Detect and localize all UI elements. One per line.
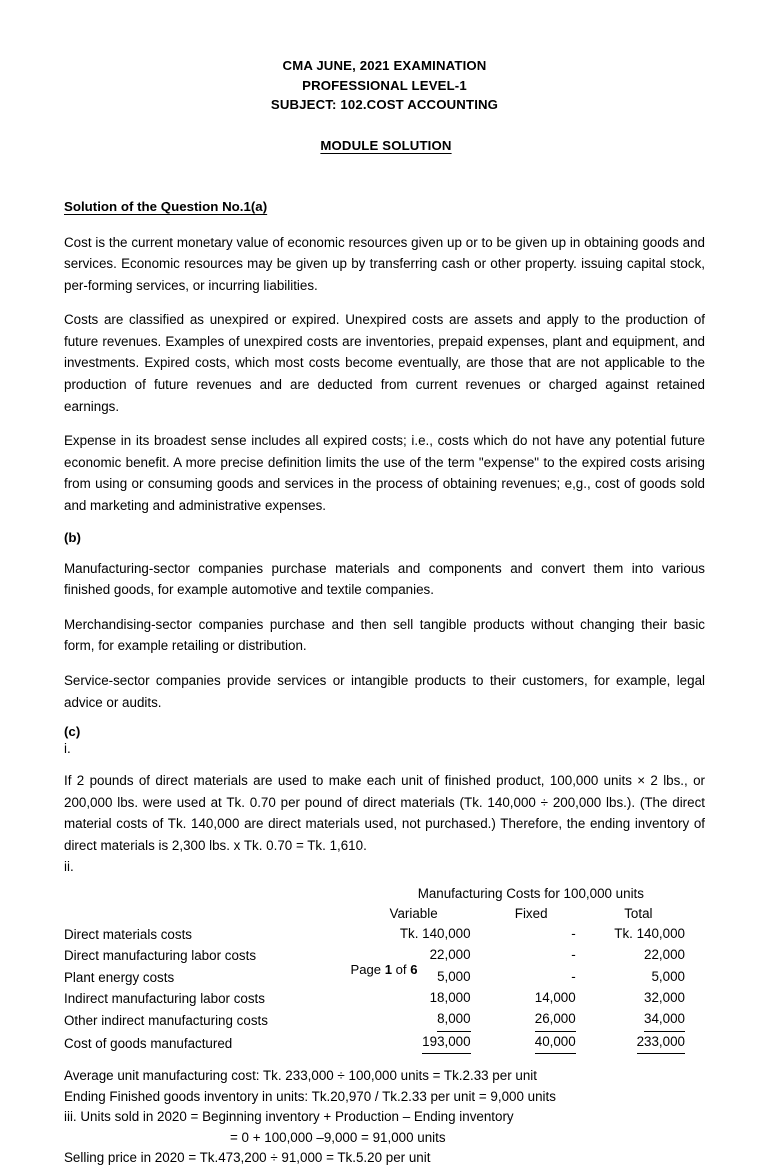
footer-page-middle: of xyxy=(392,962,411,977)
section-label-b: (b) xyxy=(64,529,81,545)
paragraph-a-1: Cost is the current monetary value of economic resources given up or to be given up in obtaining goods and services. Economic resources may be given up by transferring cash or other property. issuing capital stock, per-forming services, or incurring liabilities. xyxy=(64,234,705,293)
table-row xyxy=(64,924,705,945)
header-line-level: PROFESSIONAL LEVEL-1 xyxy=(302,77,467,93)
footer-total-pages: 6 xyxy=(410,962,418,977)
table-cell-label: Direct materials costs xyxy=(64,927,192,943)
table-cell-value: - xyxy=(571,926,576,942)
calculation-line: Selling price in 2020 = Tk.473,200 ÷ 91,000 = Tk.5.20 per unit xyxy=(64,1150,431,1166)
table-header-row xyxy=(64,904,705,924)
table-cell-value: 233,000 xyxy=(637,1032,685,1054)
table-cell-value: 5,000 xyxy=(437,968,471,984)
paragraph-a-3: Expense in its broadest sense includes all expired costs; i.e., costs which do not have any potential future economic benefit. A more precise definition limits the use of the term "expense" to the expired costs arising from using or consuming goods and services in the process of obtaining revenues; e,g., cost of goods sold and marketing and administrative expenses. xyxy=(64,433,705,514)
table-cell-label: Direct manufacturing labor costs xyxy=(64,948,257,964)
table-cell-value: 40,000 xyxy=(535,1032,576,1054)
document-header xyxy=(64,56,705,115)
page-footer xyxy=(0,962,768,977)
roman-numeral-i: i. xyxy=(64,741,71,757)
table-body xyxy=(64,924,705,1054)
table-cell-total xyxy=(586,988,705,1009)
table-cell-total xyxy=(586,1032,705,1054)
table-title-row xyxy=(64,884,705,904)
table-cell-value: 26,000 xyxy=(535,1009,576,1031)
paragraph-b-1: Manufacturing-sector companies purchase materials and components and convert them into various finished goods, for example automotive and textile companies. xyxy=(64,560,705,598)
table-cell-value: 22,000 xyxy=(429,947,471,963)
table-cell-value: Tk. 140,000 xyxy=(614,926,685,942)
calculation-line: = 0 + 100,000 –9,000 = 91,000 units xyxy=(230,1129,446,1145)
section-b xyxy=(64,530,705,714)
table-cell-value: - xyxy=(571,968,576,984)
table-cell-variable xyxy=(357,1032,483,1054)
table-title-spacer xyxy=(64,884,357,904)
table-row xyxy=(64,1009,705,1031)
table-cell-total xyxy=(586,924,705,945)
table-cell-label: Indirect manufacturing labor costs xyxy=(64,991,265,1007)
table-cell-value: 22,000 xyxy=(644,947,685,963)
section-label-c: (c) xyxy=(64,724,81,740)
table-row xyxy=(64,1032,705,1054)
footer-page-prefix: Page xyxy=(350,962,385,977)
table-row xyxy=(64,988,705,1009)
table-cell-variable xyxy=(357,924,483,945)
table-cell-label: Plant energy costs xyxy=(64,969,175,985)
table-head xyxy=(64,884,705,925)
paragraph-a-2: Costs are classified as unexpired or expired. Unexpired costs are assets and apply to the production of future revenues. Examples of unexpired costs are inventories, prepaid expenses, plant and equipment, and investments. Expired costs, which most costs become eventually, are those that are not applicable to the production of future revenues and are deducted from current revenues or charged against retained earnings. xyxy=(64,312,705,414)
table-header-total: Total xyxy=(624,905,653,921)
table-cell-value: 8,000 xyxy=(437,1009,471,1031)
page-content xyxy=(64,56,705,1169)
table-cell-value: 193,000 xyxy=(422,1032,470,1054)
paragraph-c-i: If 2 pounds of direct materials are used to make each unit of finished product, 100,000 units × 2 lbs., or 200,000 lbs. were used at Tk. 0.70 per pound of direct materials (Tk. 140,000 ÷ 200,000 lbs.). (The direct material costs of Tk. 140,000 are direct materials used, not purchased.) Therefore, the ending inventory of direct materials is 2,300 lbs. x Tk. 0.70 = Tk. 1,610. xyxy=(64,773,705,853)
table-title: Manufacturing Costs for 100,000 units xyxy=(417,885,644,901)
calculation-block xyxy=(64,1066,705,1169)
table-cell-fixed xyxy=(483,988,586,1009)
page-title: Solution of the Question No.1(a) xyxy=(64,198,268,214)
table-cell-value: 14,000 xyxy=(534,990,576,1006)
table-cell-total xyxy=(586,1009,705,1031)
module-solution-title-wrap xyxy=(64,137,705,155)
table-header-variable: Variable xyxy=(389,905,438,921)
table-cell-label: Cost of goods manufactured xyxy=(64,1035,233,1051)
footer-current-page: 1 xyxy=(384,962,392,977)
table-cell-fixed xyxy=(483,1009,586,1031)
calculation-line: Ending Finished goods inventory in units: Tk.20,970 / Tk.2.33 per unit = 9,000 units xyxy=(64,1088,556,1104)
table-cell-value: 34,000 xyxy=(644,1009,685,1031)
table-cell-value: - xyxy=(571,947,576,963)
table-cell-value: Tk. 140,000 xyxy=(399,926,471,942)
table-header-fixed: Fixed xyxy=(514,905,548,921)
table-cell-variable xyxy=(357,1009,483,1031)
paragraph-b-2: Merchandising-sector companies purchase and then sell tangible products without changing their basic form, for example retailing or distribution. xyxy=(64,616,705,654)
section-c xyxy=(64,724,705,1054)
roman-numeral-ii: ii. xyxy=(64,858,74,874)
module-solution-title: MODULE SOLUTION xyxy=(320,137,452,153)
table-header-blank xyxy=(64,904,357,924)
table-cell-label: Other indirect manufacturing costs xyxy=(64,1013,268,1029)
table-cell-value: 32,000 xyxy=(644,990,685,1006)
paragraph-b-3: Service-sector companies provide services or intangible products to their customers, for example, legal advice or audits. xyxy=(64,673,705,710)
table-cell-value: 18,000 xyxy=(429,990,471,1006)
table-cell-fixed xyxy=(483,1032,586,1054)
table-cell-value: 5,000 xyxy=(651,968,685,984)
section-a xyxy=(64,155,705,517)
table-cell-variable xyxy=(357,988,483,1009)
calculation-line: iii. Units sold in 2020 = Beginning inventory + Production – Ending inventory xyxy=(64,1109,514,1125)
header-line-subject: SUBJECT: 102.COST ACCOUNTING xyxy=(270,97,499,112)
calculation-line: Average unit manufacturing cost: Tk. 233,000 ÷ 100,000 units = Tk.2.33 per unit xyxy=(64,1067,537,1083)
header-line-exam: CMA JUNE, 2021 EXAMINATION xyxy=(282,58,487,73)
table-cell-fixed xyxy=(483,924,586,945)
